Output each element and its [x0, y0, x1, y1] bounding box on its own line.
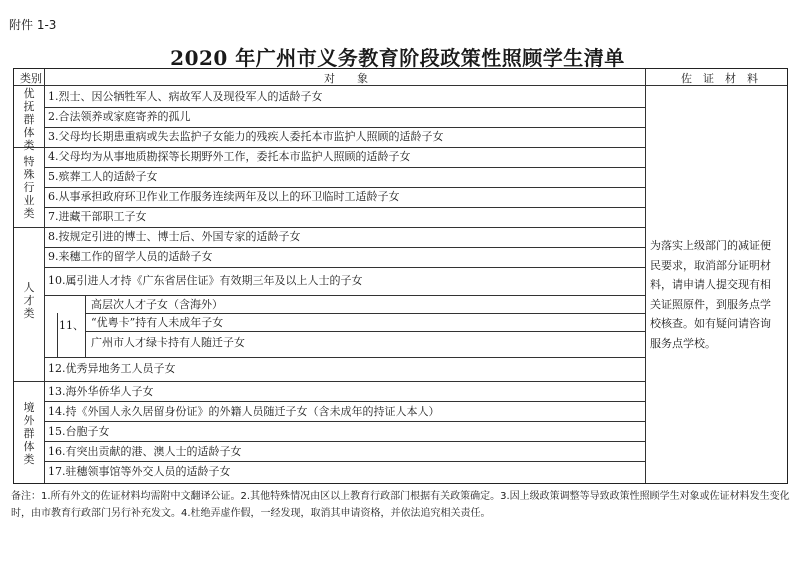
table-row: 7.进藏干部职工子女 [48, 210, 147, 223]
row11-sub-item: 广州市人才绿卡持有人随迁子女 [91, 336, 245, 349]
table-row: 12.优秀异地务工人员子女 [48, 362, 176, 375]
table-row: 16.有突出贡献的港、澳人士的适龄子女 [48, 445, 242, 458]
table-row: 10.属引进人才持《广东省居住证》有效期三年及以上人士的子女 [48, 274, 363, 287]
footnote: 备注：1.所有外文的佐证材料均需附中文翻译公证。2.其他特殊情况由区以上教育行政部门根据有关政策确定。3.因上级政策调整等导致政策性照顾学生对象或佐证材料发生变化时，由市教育行政部门另行补充发文。4.杜绝弄虚作假，一经发现，取消其申请资格，并依法追究相关责任。 [11, 491, 790, 519]
table-row: 13.海外华侨华人子女 [48, 385, 154, 398]
category-teshu: 特 殊 行 业 类 [23, 155, 35, 220]
attachment-label: 附件 1-3 [9, 18, 57, 32]
table-row: 14.持《外国人永久居留身份证》的外籍人员随迁子女（含未成年的持证人本人） [48, 405, 440, 418]
table-row: 9.来穗工作的留学人员的适龄子女 [48, 250, 213, 263]
table-row: 2.合法领养或家庭寄养的孤儿 [48, 110, 191, 123]
row11-sub-item: 高层次人才子女（含海外） [91, 298, 223, 311]
category-rencai: 人 才 类 [23, 281, 35, 320]
table-row: 15.台胞子女 [48, 425, 110, 438]
header-category: 类别 [20, 72, 42, 85]
table-row: 6.从事承担政府环卫作业工作服务连续两年及以上的环卫临时工适龄子女 [48, 190, 400, 203]
category-youfu: 优 抚 群 体 类 [23, 87, 35, 152]
category-jingwai: 境 外 群 体 类 [23, 401, 35, 466]
table-row: 5.殡葬工人的适龄子女 [48, 170, 158, 183]
table-row: 8.按规定引进的博士、博士后、外国专家的适龄子女 [48, 230, 301, 243]
table-row: 17.驻穗领事馆等外交人员的适龄子女 [48, 465, 231, 478]
header-object: 对 象 [324, 72, 368, 85]
table-row: 1.烈士、因公牺牲军人、病故军人及现役军人的适龄子女 [48, 90, 323, 103]
proof-materials-text: 为落实上级部门的减证便民要求，取消部分证明材料，请申请人提交现有相关证照原件，到服务点学校核查。如有疑问请咨询服务点学校。 [650, 239, 771, 350]
row11-sub-item: “优粤卡”持有人未成年子女 [91, 316, 224, 329]
policy-table [13, 68, 788, 484]
table-row: 3.父母均长期患重病或失去监护子女能力的残疾人委托本市监护人照顾的适龄子女 [48, 130, 444, 143]
header-proof: 佐 证 材 料 [681, 72, 758, 85]
table-row: 4.父母均为从事地质勘探等长期野外工作，委托本市监护人照顾的适龄子女 [48, 150, 411, 163]
row11-number: 11、 [59, 319, 84, 332]
document-title: 2020 年广州市义务教育阶段政策性照顾学生清单 [170, 46, 625, 70]
